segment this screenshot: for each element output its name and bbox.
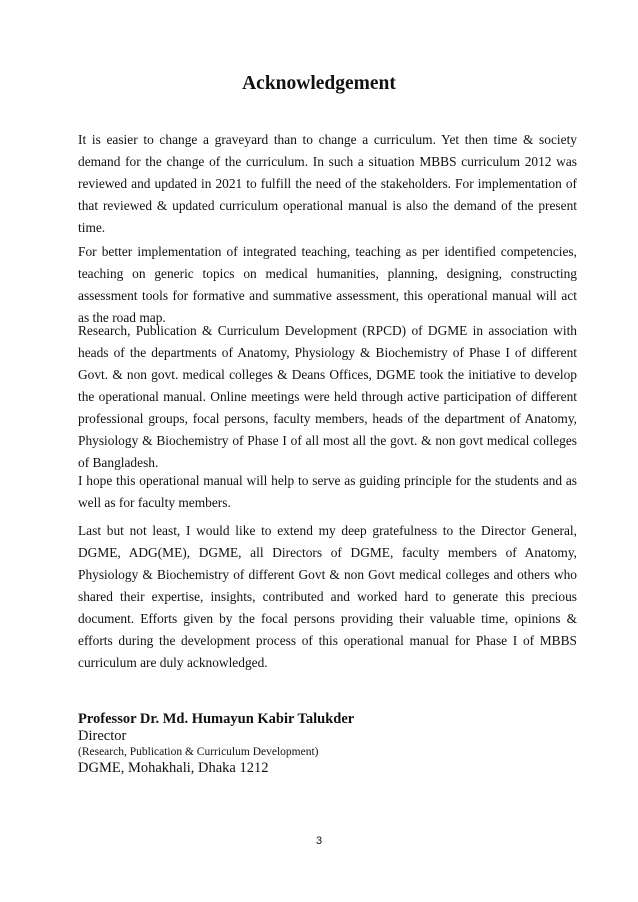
paragraph: Last but not least, I would like to extend my deep gratefulness to the Director General, DGME, ADG(ME), DGME, all Directors of DGME, faculty members of Anatomy, Physiology & Biochemistry of different Govt & non Govt medical colleges and others who shared their expertise, insights, contributed and worked hard to generate this precious document. Efforts given by the focal persons providing their valuable time, opinions & efforts during the development process of this operational manual for Phase I of MBBS curriculum are duly acknowledged. <box>78 523 577 670</box>
signature-block <box>78 710 558 777</box>
paragraph: I hope this operational manual will help to serve as guiding principle for the students and as well as for faculty members. <box>78 473 577 510</box>
page-title: Acknowledgement <box>242 73 396 94</box>
page-number: 3 <box>315 835 323 847</box>
signatory-department: (Research, Publication & Curriculum Development) <box>78 746 319 758</box>
signatory-address: DGME, Mohakhali, Dhaka 1212 <box>78 760 269 776</box>
paragraph: Research, Publication & Curriculum Development (RPCD) of DGME in association with heads of the departments of Anatomy, Physiology & Biochemistry of Phase I of different Govt. & non govt. medical colleges & Deans Offices, DGME took the initiative to develop the operational manual. Online meetings were held through active participation of different professional groups, focal persons, faculty members, heads of the department of Anatomy, Physiology & Biochemistry of Phase I of all most all the govt. & non govt medical colleges of Bangladesh. <box>78 323 577 470</box>
paragraph: It is easier to change a graveyard than to change a curriculum. Yet then time & society demand for the change of the curriculum. In such a situation MBBS curriculum 2012 was reviewed and updated in 2021 to fulfill the need of the stakeholders. For implementation of that reviewed & updated curriculum operational manual is also the demand of the present time. <box>78 132 577 235</box>
paragraph: For better implementation of integrated teaching, teaching as per identified competencies, teaching on generic topics on medical humanities, planning, designing, constructing assessment tools for formative and summative assessment, this operational manual will act as the road map. <box>78 244 577 325</box>
signatory-role: Director <box>78 728 127 744</box>
signatory-name: Professor Dr. Md. Humayun Kabir Talukder <box>78 711 355 727</box>
